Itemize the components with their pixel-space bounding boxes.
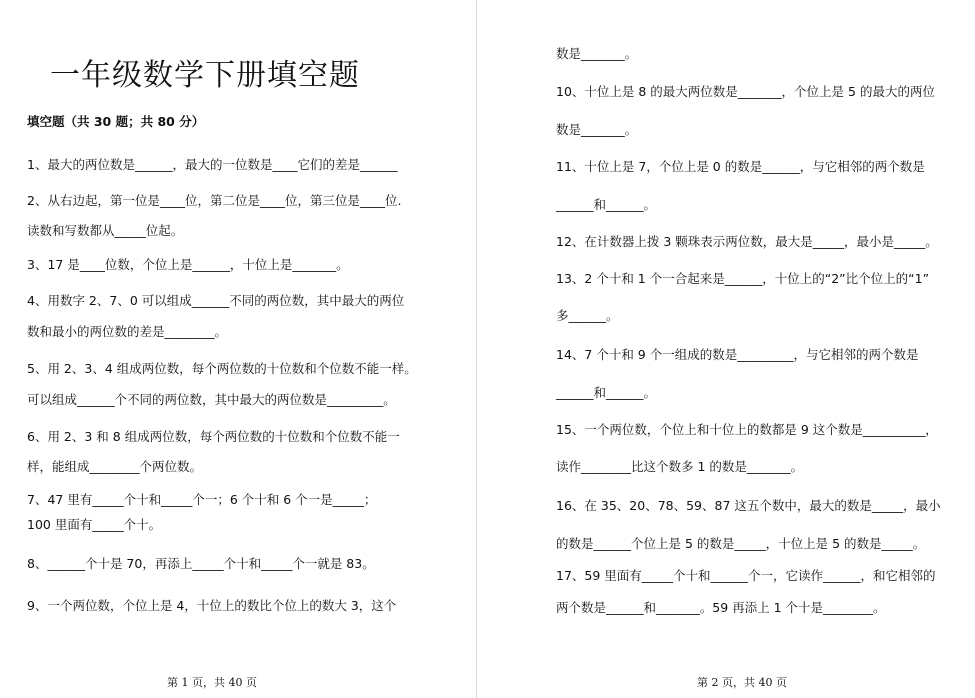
question-line: 13、2 个十和 1 个一合起来是______，十位上的“2”比个位上的“1” bbox=[556, 271, 930, 286]
question-line: 1、最大的两位数是______，最大的一位数是____它们的差是______ bbox=[27, 157, 398, 172]
page-footer: 第 2 页，共 40 页 bbox=[697, 676, 787, 689]
question-line: 两个数是______和_______。59 再添上 1 个十是________。 bbox=[556, 600, 886, 615]
question-line: 100 里面有_____个十。 bbox=[27, 517, 162, 532]
question-line: 6、用 2、3 和 8 组成两位数，每个两位数的十位数和个位数不能一 bbox=[27, 429, 400, 444]
question-line: 2、从右边起，第一位是____位，第二位是____位，第三位是____位. bbox=[27, 193, 402, 208]
question-line: 多______。 bbox=[556, 308, 619, 323]
page-footer: 第 1 页，共 40 页 bbox=[167, 676, 257, 689]
right-page bbox=[479, 0, 975, 698]
question-line: 读作________比这个数多 1 的数是_______。 bbox=[556, 459, 804, 474]
question-line: 的数是______个位上是 5 的数是_____，十位上是 5 的数是_____。 bbox=[556, 536, 926, 551]
question-line: 4、用数字 2、7、0 可以组成______不同的两位数，其中最大的两位 bbox=[27, 293, 405, 308]
question-line: 15、一个两位数，个位上和十位上的数都是 9 这个数是__________， bbox=[556, 422, 938, 437]
question-line: 3、17 是____位数，个位上是______，十位上是_______。 bbox=[27, 257, 349, 272]
section-heading: 填空题（共 30 题；共 80 分） bbox=[27, 114, 205, 129]
question-line: 9、一个两位数，个位上是 4，十位上的数比个位上的数大 3，这个 bbox=[27, 598, 397, 613]
question-line: 14、7 个十和 9 个一组成的数是_________，与它相邻的两个数是 bbox=[556, 347, 919, 362]
page-divider bbox=[476, 0, 477, 698]
question-line: 12、在计数器上拨 3 颗珠表示两位数，最大是_____，最小是_____。 bbox=[556, 234, 938, 249]
question-line: 10、十位上是 8 的最大两位数是_______，个位上是 5 的最大的两位 bbox=[556, 84, 935, 99]
question-line: 11、十位上是 7，个位上是 0 的数是______，与它相邻的两个数是 bbox=[556, 159, 925, 174]
question-line: 数是_______。 bbox=[556, 46, 638, 61]
question-line: ______和______。 bbox=[556, 385, 657, 400]
question-line: 17、59 里面有_____个十和______个一，它读作______，和它相邻的 bbox=[556, 568, 936, 583]
question-line: 可以组成______个不同的两位数，其中最大的两位数是_________。 bbox=[27, 392, 396, 407]
question-line: 7、47 里有_____个十和_____个一；6 个十和 6 个一是_____； bbox=[27, 492, 377, 507]
question-line: 样，能组成________个两位数。 bbox=[27, 459, 203, 474]
question-line: 数和最小的两位数的差是________。 bbox=[27, 324, 228, 339]
question-line: ______和______。 bbox=[556, 197, 657, 212]
question-line: 16、在 35、20、78、59、87 这五个数中，最大的数是_____，最小 bbox=[556, 498, 941, 513]
left-page bbox=[0, 0, 476, 698]
question-line: 读数和写数都从_____位起。 bbox=[27, 223, 184, 238]
question-line: 数是_______。 bbox=[556, 122, 638, 137]
question-line: 8、______个十是 70，再添上_____个十和_____个一就是 83。 bbox=[27, 556, 375, 571]
page-title: 一年级数学下册填空题 bbox=[50, 58, 360, 93]
question-line: 5、用 2、3、4 组成两位数，每个两位数的十位数和个位数不能一样。 bbox=[27, 361, 417, 376]
